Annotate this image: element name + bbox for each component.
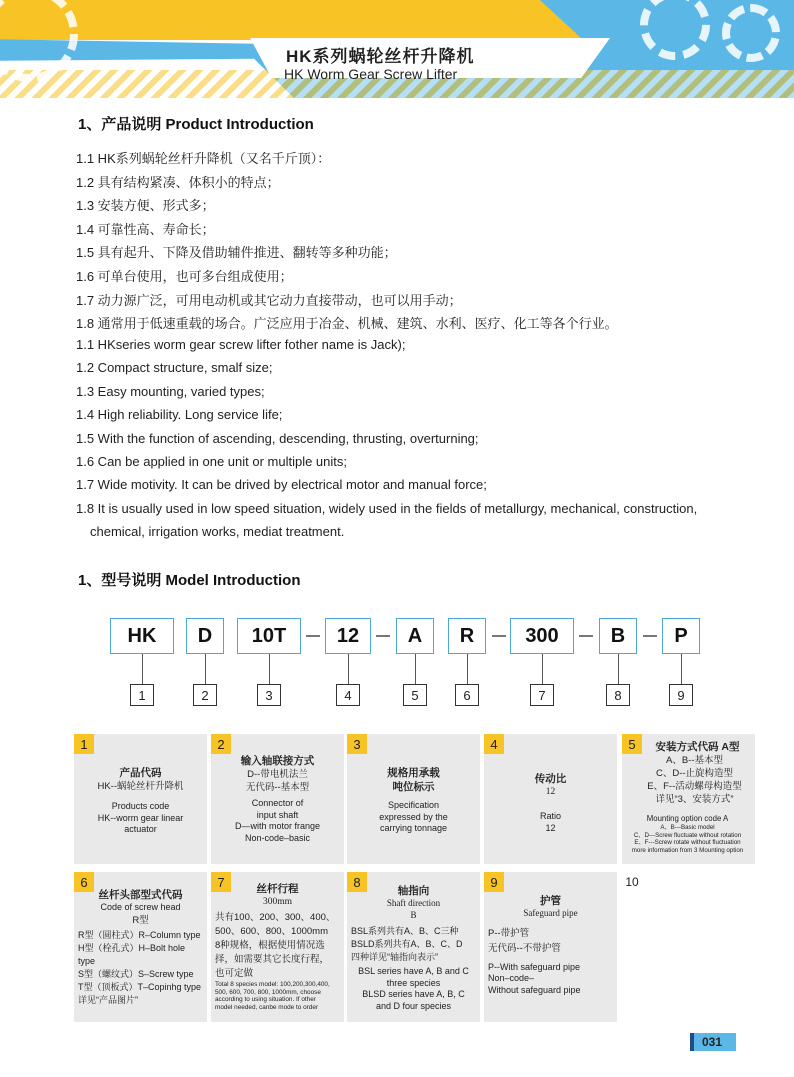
card-text: D—with motor frange [234, 821, 321, 831]
info-card-specification [347, 734, 480, 864]
product-intro-heading: 1、产品说明 Product Introduction [78, 116, 314, 133]
info-card-input-shaft [211, 734, 344, 864]
card-value: 12 [545, 787, 556, 797]
card-text: BLSD series have A, B, C [362, 989, 465, 999]
card-text: 8种规格，根据使用情况选 [215, 940, 325, 951]
card-title: 输入轴联接方式 [240, 755, 315, 767]
card-text: P--With safeguard pipe [488, 961, 581, 972]
card-text: 无代码--不带护管 [488, 942, 561, 954]
list-item: 1.4 High reliability. Long service life; [76, 407, 283, 423]
card-text: Ratio [539, 811, 561, 821]
connector-line [415, 654, 416, 684]
list-item: 1.1 HKseries worm gear screw lifter fother name is Jack); [76, 337, 406, 352]
code-part-r: R [448, 618, 486, 654]
card-text: A、B--基本型 [665, 755, 723, 766]
card-text: actuator [124, 824, 157, 834]
model-intro-heading: 1、型号说明 Model Introduction [78, 572, 301, 589]
card-text: E、F---Screw rotate without fluctuation [634, 839, 741, 847]
card-text: HK--worm gear linear [97, 812, 184, 823]
list-item: 1.8 It is usually used in low speed situation, widely used in the fields of metallurgy, mechanical, construction, [76, 500, 698, 516]
card-text: A、B---Basic model [660, 824, 715, 831]
list-item: 1.6 Can be applied in one unit or multiple units; [76, 454, 348, 470]
card-text: Products code [111, 801, 170, 811]
list-item: 1.5 具有起升、下降及借助辅件推进、翻转等多种功能； [76, 245, 397, 261]
info-card-screw-head [74, 872, 207, 1022]
card-title: 安装方式代码 A型 [655, 741, 740, 753]
card-number-badge: 4 [484, 734, 504, 754]
card-number-badge: 7 [211, 872, 231, 892]
card-number-badge: 6 [74, 872, 94, 892]
code-part-10t: 10T [237, 618, 301, 654]
list-item: 1.4 可靠性高、寿命长； [76, 221, 215, 237]
card-title: 产品代码 [119, 767, 162, 779]
card-text: T型（顶板式）T–Copinhg type [78, 981, 202, 992]
code-number-box: 7 [530, 684, 554, 706]
card-text: 无代码--基本型 [245, 782, 310, 793]
list-item: 1.6 可单台使用，也可多台组成使用； [76, 268, 293, 284]
card-title: 轴指向 [397, 885, 430, 897]
list-item: 1.1 HK系列蜗轮丝杆升降机（又名千斤顶）： [76, 151, 331, 166]
card-text: Safeguard pipe [523, 908, 578, 918]
dash-separator [643, 635, 657, 637]
code-part-d: D [186, 618, 224, 654]
code-number-box: 4 [336, 684, 360, 706]
connector-line [618, 654, 619, 684]
card-text: E、F--活动螺母构造型 [647, 781, 742, 792]
card-title: 传动比 [534, 773, 567, 785]
card-text: Mounting option code A [646, 814, 729, 823]
card-number-badge: 8 [347, 872, 367, 892]
card-text: H型（栓孔式）H–Bolt hole type [78, 942, 186, 966]
card-text: expressed by the [379, 811, 448, 822]
list-item: 1.2 具有结构紧凑、体积小的特点； [76, 174, 280, 190]
card-title: 丝杆头部型式代码 [98, 889, 183, 901]
card-text: 12 [545, 822, 556, 833]
code-part-300: 300 [510, 618, 574, 654]
card-text: Non–code– [488, 973, 535, 983]
card-text: 详见“产品图片” [78, 994, 138, 1005]
card-text: more information from 3 Mounting option [631, 846, 744, 854]
info-card-product-code [74, 734, 207, 864]
connector-line [542, 654, 543, 684]
connector-line [681, 654, 682, 684]
gear-icon [722, 4, 780, 62]
card-text: C、D---Screw fluctuate without rotation [633, 831, 742, 839]
card-text: Code of screw head [100, 902, 181, 912]
card-text: 择，如需要其它长度行程， [215, 954, 330, 965]
card-text: Without safeguard pipe [488, 984, 581, 995]
info-card-empty [622, 872, 642, 888]
header-title-cn: HK系列蜗轮丝杆升降机 [286, 47, 475, 66]
card-value: 300mm [262, 897, 293, 907]
header-title-en: HK Worm Gear Screw Lifter [284, 66, 458, 82]
connector-line [205, 654, 206, 684]
card-value: B [410, 909, 417, 920]
card-title: 规格用承载 [387, 767, 440, 779]
card-text: BSL series have A, B and C [358, 966, 469, 976]
connector-line [269, 654, 270, 684]
card-title: 护管 [540, 895, 561, 907]
card-text: model needed, canbe mode to order [215, 1003, 319, 1011]
card-text: Connector of [251, 798, 304, 808]
card-text: and D four species [375, 1000, 452, 1011]
code-number-box: 1 [130, 684, 154, 706]
card-text: Specification [387, 800, 440, 810]
list-item: 1.2 Compact structure, smalf size; [76, 360, 273, 376]
card-text: input shaft [256, 809, 299, 820]
code-number-box: 2 [193, 684, 217, 706]
card-text: carrying tonnage [379, 823, 448, 833]
code-number-box: 5 [403, 684, 427, 706]
connector-line [467, 654, 468, 684]
card-text: 500, 600, 700, 800, 1000mm, choose [215, 988, 321, 996]
card-number-badge: 10 [625, 875, 639, 888]
page-header [0, 0, 794, 98]
info-card-ratio [484, 734, 617, 864]
code-part-hk: HK [110, 618, 174, 654]
model-code-row [0, 618, 794, 654]
code-number-box: 9 [669, 684, 693, 706]
list-item: 1.8 通常用于低速重载的场合。广泛应用于冶金、机械、建筑、水利、医疗、化工等各个行业。 [76, 316, 618, 332]
dash-separator [579, 635, 593, 637]
card-text: C、D--止旋构造型 [655, 768, 734, 779]
dash-separator [376, 635, 390, 637]
code-number-box: 6 [455, 684, 479, 706]
card-text: Non-code–basic [244, 832, 311, 843]
card-title: 吨位标示 [392, 781, 435, 793]
card-text: according to using situation. If other [215, 996, 316, 1004]
dash-separator [306, 635, 320, 637]
card-text: BSLD系列共有A、B、C、D [351, 939, 463, 949]
card-number-badge: 1 [74, 734, 94, 754]
card-text: 详见“3、安装方式” [655, 794, 734, 805]
code-number-box: 8 [606, 684, 630, 706]
code-part-12: 12 [325, 618, 371, 654]
card-text: 共有100、200、300、400、 [215, 912, 336, 923]
list-item: 1.7 Wide motivity. It can be drived by electrical motor and manual force; [76, 477, 487, 493]
info-card-safeguard-pipe [484, 872, 617, 1022]
card-text: 四种详见“轴指向表示” [351, 952, 438, 962]
info-card-shaft-direction [347, 872, 480, 1022]
info-card-mounting [622, 734, 755, 864]
card-text: R型 [132, 914, 149, 926]
card-number-badge: 9 [484, 872, 504, 892]
card-number-badge: 2 [211, 734, 231, 754]
code-part-b: B [599, 618, 637, 654]
code-part-a: A [396, 618, 434, 654]
page-number: 031 [690, 1033, 736, 1051]
dash-separator [492, 635, 506, 637]
card-text: D--带电机法兰 [247, 769, 308, 780]
card-number-badge: 3 [347, 734, 367, 754]
card-text: S型（螺纹式）S–Screw type [78, 968, 194, 979]
card-number-badge: 5 [622, 734, 642, 754]
card-text: HK--蜗轮丝杆升降机 [97, 781, 184, 792]
card-text: 500、600、800、1000mm [215, 926, 329, 937]
list-item: 1.5 With the function of ascending, descending, thrusting, overturning; [76, 430, 479, 446]
code-part-p: P [662, 618, 700, 654]
list-item: 1.7 动力源广泛，可用电动机或其它动力直接带动，也可以用手动； [76, 292, 462, 308]
connector-line [348, 654, 349, 684]
list-item-continuation: chemical, irrigation works, mediat treatment. [90, 524, 345, 540]
list-item: 1.3 安装方便、形式多； [76, 198, 215, 214]
card-text: three species [386, 977, 441, 988]
card-text: P--带护管 [488, 927, 530, 939]
product-intro-en-list [76, 333, 756, 544]
info-card-screw-stroke [211, 872, 344, 1022]
card-text: R型（圆柱式）R–Column type [78, 929, 201, 940]
card-text: BSL系列共有A、B、C三种 [351, 926, 459, 936]
card-text: Shaft direction [386, 898, 441, 908]
list-item: 1.3 Easy mounting, varied types; [76, 383, 265, 399]
card-text: Total 8 species model: 100,200,300,400, [215, 981, 330, 988]
connector-line [142, 654, 143, 684]
card-title: 丝杆行程 [256, 883, 299, 895]
code-number-box: 3 [257, 684, 281, 706]
card-text: 也可定做 [215, 968, 254, 979]
product-intro-cn-list [76, 147, 756, 336]
